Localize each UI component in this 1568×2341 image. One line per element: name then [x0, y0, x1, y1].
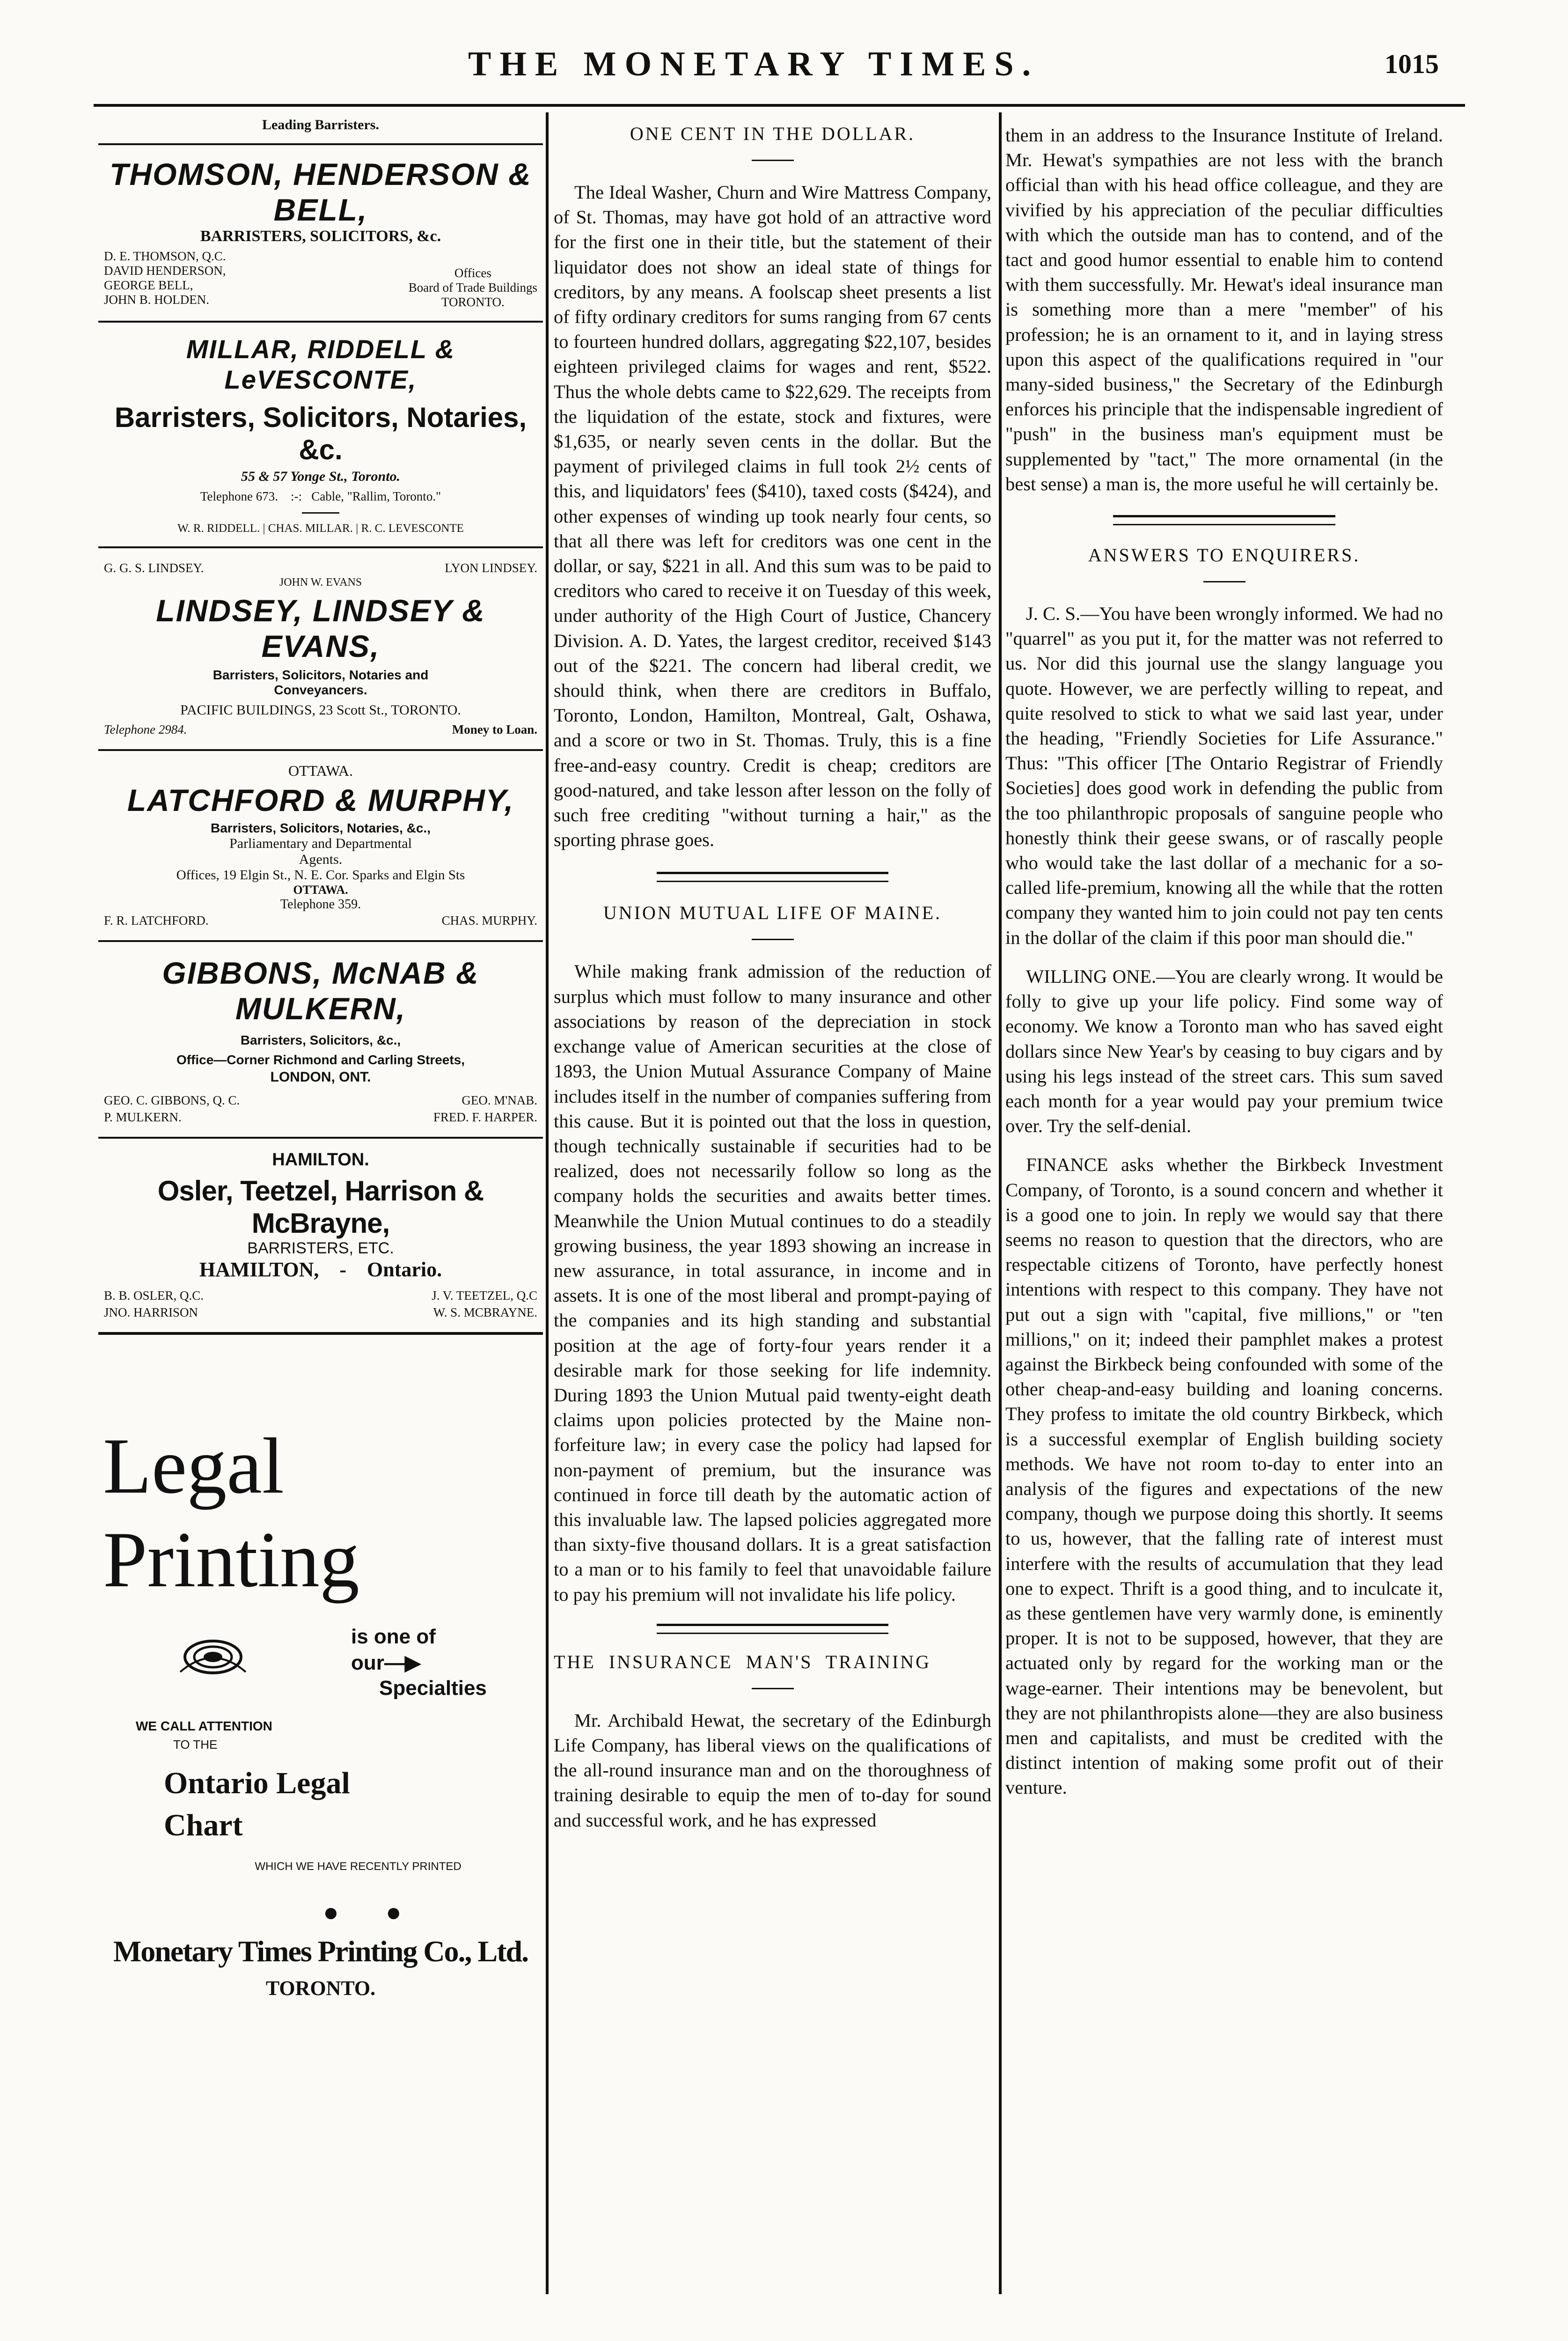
specialty-line-2 — [351, 1651, 421, 1675]
city: LONDON, ONT. — [270, 1069, 371, 1085]
printing-heading: Printing — [103, 1516, 359, 1604]
recently-printed: WHICH WE HAVE RECENTLY PRINTED — [255, 1860, 462, 1873]
article-column-right — [1005, 123, 1443, 2304]
ads-column — [98, 117, 543, 2318]
name: GEORGE BELL, — [104, 278, 193, 292]
loan-note: Money to Loan. — [452, 722, 537, 736]
city-dash: - — [339, 1258, 347, 1281]
divider — [302, 512, 339, 514]
osler-names-2 — [98, 1304, 543, 1321]
article-title-training: THE INSURANCE MAN'S TRAINING — [554, 1651, 931, 1672]
ad-osler — [98, 1139, 543, 1335]
firm-name: GIBBONS, McNAB & MULKERN, — [162, 956, 479, 1026]
firm-contact: Telephone 673. :-: Cable, "Rallim, Toronto." — [200, 489, 441, 503]
short-rule — [752, 939, 794, 940]
name: F. R. LATCHFORD. — [104, 913, 209, 928]
firm-name: LINDSEY, LINDSEY & EVANS, — [156, 593, 485, 663]
name: DAVID HENDERSON, — [104, 264, 226, 278]
page-number: 1015 — [1385, 49, 1439, 79]
city-right: Ontario. — [367, 1258, 442, 1281]
name: JOHN B. HOLDEN. — [104, 293, 209, 307]
name: P. MULKERN. — [104, 1110, 182, 1124]
telephone: Telephone 673. — [200, 489, 278, 503]
name: JNO. HARRISON — [104, 1305, 198, 1319]
name-center: JOHN W. EVANS — [279, 576, 362, 589]
ad-lindsey — [98, 548, 543, 751]
firm-address: PACIFIC BUILDINGS, 23 Scott St., TORONTO. — [180, 702, 461, 718]
gibbons-names — [98, 1092, 543, 1109]
offices: Offices, 19 Elgin St., N. E. Cor. Sparks and Elgin Sts — [176, 868, 465, 883]
offices-city: OTTAWA. — [293, 883, 348, 897]
answer-willing-one: WILLING ONE.—You are clearly wrong. It would be folly to give up your life policy. Find some way of economy. We know a Toronto man who has saved eight dollars since New Year's by ceasing to buy cigars and by using his legs instead of the street cars. This sum saved each month for a year would pay your premium twice over. Try the self-denial. — [1005, 965, 1443, 1137]
name: LYON LINDSEY. — [445, 561, 537, 575]
firm-name: LATCHFORD & MURPHY, — [127, 783, 514, 817]
firm-subtitle: Barristers, Solicitors, Notaries, &c. — [114, 402, 527, 465]
printing-company: Monetary Times Printing Co., Ltd. — [113, 1935, 528, 1968]
name: D. E. THOMSON, Q.C. — [104, 249, 226, 263]
city: OTTAWA. — [288, 762, 353, 779]
name: B. B. OSLER, Q.C. — [104, 1288, 204, 1303]
firm-name: MILLAR, RIDDELL & LeVESCONTE, — [186, 334, 455, 394]
ad-latchford — [98, 751, 543, 942]
article-body-one-cent: The Ideal Washer, Churn and Wire Mattress Company, of St. Thomas, may have got hold of an attractive word for the first one in their title, but the statement of their liquidator does not show an ideal state of things for creditors, by any means. A foolscap sheet presents a list of fifty ordinary creditors for sums ranging from 67 cents to fourteen hundred dollars, aggregating $22,107, besides eighteen privileged claims for wages and rent, $522. Thus the whole debts came to $22,629. The receipts from the liquidation of the estate, stock and fixtures, were $1,635, or nearly seven cents in the dollar. But the payment of privileged claims in full took 2½ cents of this, and liquidators' fees ($410), taxed costs ($424), and other expenses of winding up took nearly four cents, so that all there was left for creditors was one cent in the dollar, or say, $221 in all. And this sum was to be paid to creditors who cared to receive it on Tuesday of this week, under authority of the High Court of Justice, Chancery Division. A. D. Yates, the largest creditor, received $143 out of the $221. The concern had liberal credit, we should think, when there are creditors in Buffalo, Toronto, London, Hamilton, Montreal, Galt, Oshawa, and a score or two in St. Thomas. Truly, this is a fine free-and-easy country. Credit is cheap; creditors are good-natured, and take lesson after lesson on the folly of such free crediting "without turning a hair," as the sporting phrase goes. — [554, 182, 991, 851]
specialty-line-1: is one of — [351, 1625, 436, 1648]
firm-address: 55 & 57 Yonge St., Toronto. — [241, 469, 401, 484]
office-label: Offices — [454, 266, 491, 280]
double-rule — [1113, 515, 1335, 525]
article-title-answers: ANSWERS TO ENQUIRERS. — [1088, 545, 1361, 566]
latchford-names — [98, 912, 543, 929]
page-header — [0, 44, 1568, 101]
office-info — [409, 249, 537, 309]
agents-line: Parliamentary and Departmental — [229, 836, 412, 851]
article-body-union-mutual: While making frank admission of the reduction of surplus which must follow to many insurance and other associations by reason of the depreciation in stock exchange value of American securities at the close of 1893, the Union Mutual Assurance Company of Maine includes itself in the number of companies suffering from this cause. But it is pointed out that the loss in question, though technically sustainable if securities had to be realized, does not necessarily follow so long as the company holds the securities and awaits better times. Meanwhile the Union Mutual continues to do a steadily growing business, the year 1893 showing an increase in new assurance, in total assurance, in income and in assets. It is one of the most liberal and prompt-paying of the companies and its high standing and substantial position at the age of forty-four years render it a desirable mark for those seeking for life indemnity. During 1893 the Union Mutual paid twenty-eight death claims upon policies protected by the Maine non-forfeiture law; in every case the policy had lapsed for non-payment of premium, but the insurance was continued in force till death by the automatic action of this invaluable law. The lapsed policies aggregated more than sixty-five thousand dollars. It is a great satisfaction to a man or to his family to feel that unavoidable failure to pay his premium will not invalidate his life policy. — [554, 961, 991, 1605]
double-rule — [657, 1624, 888, 1634]
name: GEO. M'NAB. — [462, 1093, 537, 1107]
agents-line-2: Agents. — [299, 852, 343, 867]
legal-heading: Legal — [103, 1422, 284, 1510]
firm-subtitle: Barristers, Solicitors, Notaries and — [212, 668, 429, 682]
firm-subtitle: Barristers, Solicitors, &c., — [240, 1033, 401, 1047]
osler-names — [98, 1287, 543, 1304]
chart-title-1: Ontario Legal — [164, 1766, 350, 1800]
article-body-training-continued: them in an address to the Insurance Institute of Ireland. Mr. Hewat's sympathies are not less with the branch official than with his head office colleague, and they are vivified by his appreciation of the peculiar difficulties with which the outside man has to contend, and of the tact and good humor essential to enable him to contend with them successfully. Mr. Hewat's ideal insurance man is something more than a mere "member" of his profession; he is an ornament to it, and in laying stress upon this aspect of the qualifications required in "our many-sided business," the Secretary of the Edinburgh enforces his principle that the indispensable ingredient of "push" in the business man's equipment must be supplemented by "tact," The more ornamental (in the best sense) a man is, the more useful he will certainly be. — [1005, 125, 1443, 494]
telephone: Telephone 2984. — [104, 722, 187, 736]
firm-subtitle: BARRISTERS, SOLICITORS, &c. — [200, 228, 441, 245]
printing-city: TORONTO. — [265, 1977, 376, 2000]
firm-subtitle: Barristers, Solicitors, Notaries, &c., — [211, 821, 431, 835]
city: HAMILTON. — [272, 1150, 369, 1170]
our-word: our — [351, 1651, 384, 1674]
bullet-dots: ●● — [323, 1897, 448, 1927]
ad-printing — [98, 1335, 543, 2318]
lindsey-contact — [98, 721, 543, 738]
firm-subtitle: BARRISTERS, ETC. — [247, 1239, 394, 1257]
firm-name: THOMSON, HENDERSON & BELL, — [110, 157, 532, 227]
name: CHAS. MURPHY. — [441, 913, 537, 928]
office: Office—Corner Richmond and Carling Streets, — [176, 1053, 465, 1067]
column-rule-left — [546, 112, 549, 2294]
name: FRED. F. HARPER. — [433, 1110, 537, 1124]
name: G. G. S. LINDSEY. — [104, 561, 204, 575]
article-body-training: Mr. Archibald Hewat, the secretary of the Edinburgh Life Company, has liberal views on the qualifications of the all-round insurance man and on the thoroughness of training desirable to equip the men of to-day for sound and successful work, and he has expressed — [554, 1709, 991, 1831]
ornament-icon — [171, 1634, 255, 1677]
short-rule — [752, 160, 794, 161]
call-attention-1: WE CALL ATTENTION — [136, 1719, 272, 1733]
header-rule — [94, 104, 1465, 107]
masthead: THE MONETARY TIMES. — [468, 45, 1039, 83]
name: J. V. TEETZEL, Q.C — [432, 1288, 537, 1303]
city-left: HAMILTON, — [199, 1258, 319, 1281]
ads-section-title: Leading Barristers. — [262, 117, 379, 133]
gibbons-names-2 — [98, 1109, 543, 1126]
double-rule — [657, 872, 888, 882]
article-title-one-cent: ONE CENT IN THE DOLLAR. — [630, 123, 916, 144]
chart-title-2: Chart — [164, 1808, 243, 1842]
lindsey-names — [98, 559, 543, 576]
firm-name: Osler, Teetzel, Harrison & McBrayne, — [157, 1175, 484, 1239]
answer-finance: FINANCE asks whether the Birkbeck Investment Company, of Toronto, is a sound concern and whether it is a good one to join. In reply we would say that there seems no reason to question that the directors, who are respectable citizens of Toronto, have perfectly honest intentions with respect to this company. They have not put out a sign with "capital, five millions," or "ten millions," on it; indeed their pamphlet makes a protest against the Birkbeck being confounded with some of the other cheap-and-easy building and loaning concerns. They profess to imitate the old country Birkbeck, which is a successful exemplar of English building society methods. We have not room to-day to enter into an analysis of the figures and expectations of the new company, though we purpose doing this shortly. It seems to us, however, that the falling rate of interest must interfere with the results of accumulation that they lead one to expect. Thrift is a good thing, and to inculcate it, as these gentlemen have very warmly done, is eminently proper. It is not to be supposed, however, that they are actuated only by regard for the working man or the wage-earner. Their intentions may be benevolent, but they are not philanthropists alone—they are also business men and capitalists, and must be credited with the distinct intention of making some profit out of their venture. — [1005, 1154, 1443, 1798]
firm-subtitle-2: Conveyancers. — [274, 683, 367, 697]
city-line — [98, 1258, 543, 1281]
telephone: Telephone 359. — [280, 897, 361, 912]
call-attention-2: TO THE — [173, 1737, 218, 1752]
short-rule — [1203, 581, 1246, 582]
specialty-line-3: Specialties — [379, 1677, 487, 1700]
short-rule — [752, 1688, 794, 1689]
article-column-middle — [554, 123, 991, 2304]
thomson-names — [98, 245, 543, 309]
office-city: TORONTO. — [441, 295, 505, 309]
name: W. S. MCBRAYNE. — [433, 1305, 537, 1319]
firm-partners: W. R. RIDDELL. | CHAS. MILLAR. | R. C. LEVESCONTE — [177, 522, 464, 535]
ad-gibbons — [98, 942, 543, 1139]
ad-thomson — [98, 143, 543, 323]
arrow-icon: —▶ — [384, 1651, 421, 1674]
name: GEO. C. GIBBONS, Q. C. — [104, 1093, 240, 1107]
article-title-union-mutual: UNION MUTUAL LIFE OF MAINE. — [603, 902, 942, 924]
column-rule-right — [999, 112, 1002, 2294]
cable-address: Cable, "Rallim, Toronto." — [311, 489, 441, 503]
names-left — [104, 249, 226, 309]
ad-millar — [98, 323, 543, 548]
office-line: Board of Trade Buildings — [408, 280, 537, 294]
answer-jcs: J. C. S.—You have been wrongly informed. We had no "quarrel" as you put it, for the matter was not referred to us. Nor did this journal use the slangy language you quote. However, we are perfectly willing to repeat, and quite resolved to stick to what we said last year, under the heading, "Friendly Societies for Life Assurance." Thus: "This officer [The Ontario Registrar of Friendly Societies] does good work in defending the public from the too philanthropic proposals of sanguine people who honestly think their geese swans, or of rascally people who would take the last dollar of a mechanic for a so-called life-premium, knowing all the while that the rotten company they wanted him to join could not pay ten cents in the dollar of the claim if this poor man should die." — [1005, 603, 1443, 948]
